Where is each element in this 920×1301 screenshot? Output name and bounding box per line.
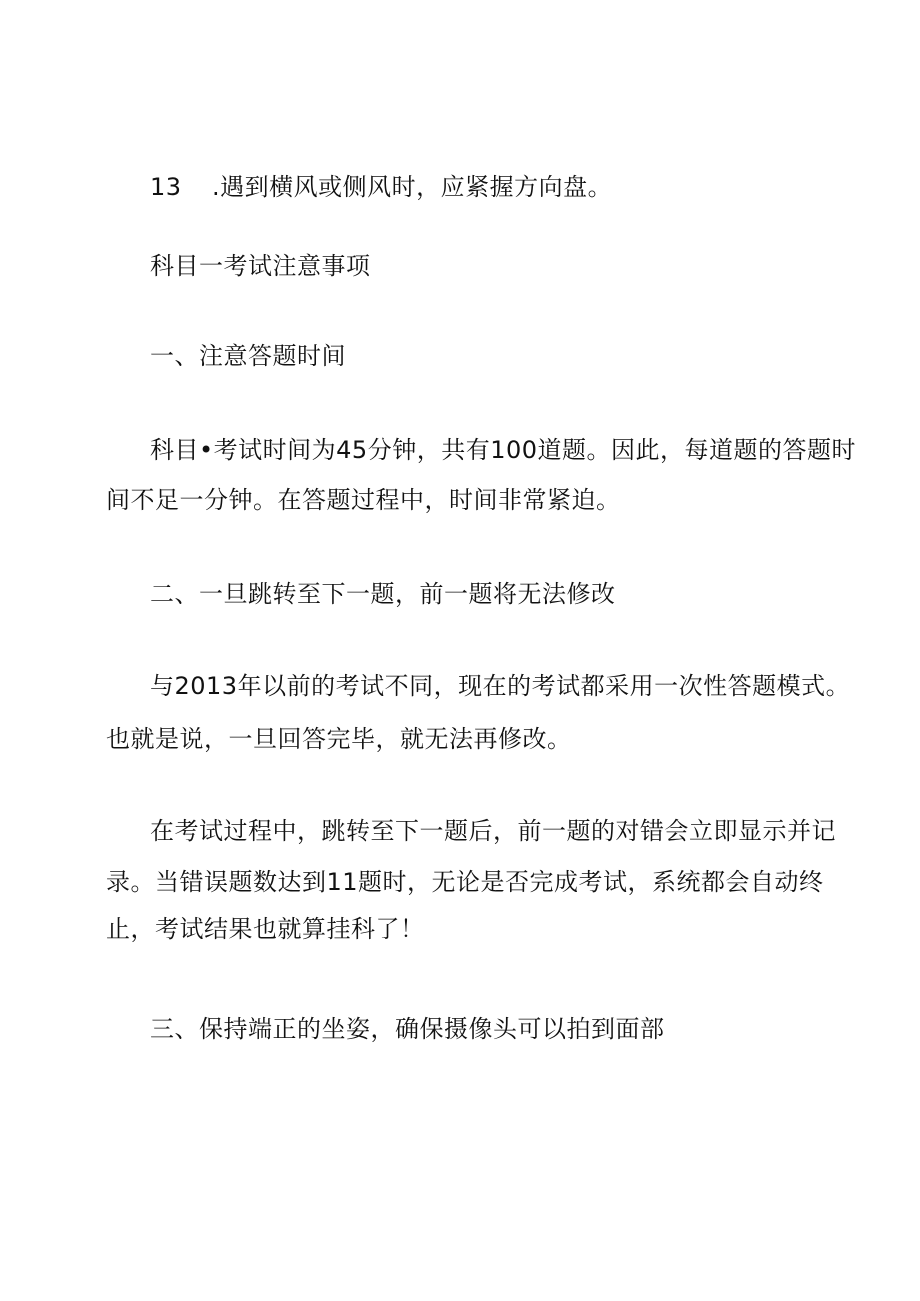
section-2-paragraph-2-line: 录。当错误题数达到11题时，无论是否完成考试，系统都会自动终 [106,868,824,896]
section-1-paragraph-line: 间不足一分钟。在答题过程中，时间非常紧迫。 [106,486,621,514]
section-2-heading: 二、一旦跳转至下一题，前一题将无法修改 [150,580,616,608]
list-item-text: .遇到横风或侧风时，应紧握方向盘。 [212,173,613,201]
document-title: 科目一考试注意事项 [150,252,371,280]
list-item-13 [150,171,612,203]
section-1-paragraph-line: 科目•考试时间为45分钟，共有100道题。因此，每道题的答题时 [150,436,857,464]
section-2-paragraph-2-line: 止，考试结果也就算挂科了！ [106,915,425,943]
section-1-heading: 一、注意答题时间 [150,342,346,370]
section-2-paragraph-2-line: 在考试过程中，跳转至下一题后，前一题的对错会立即显示并记 [150,817,836,845]
section-2-paragraph-1-line: 也就是说，一旦回答完毕，就无法再修改。 [106,725,572,753]
list-item-number: 13 [150,173,182,201]
section-2-paragraph-1-line: 与2013年以前的考试不同，现在的考试都采用一次性答题模式。 [150,672,851,700]
section-3-heading: 三、保持端正的坐姿，确保摄像头可以拍到面部 [150,1015,665,1043]
